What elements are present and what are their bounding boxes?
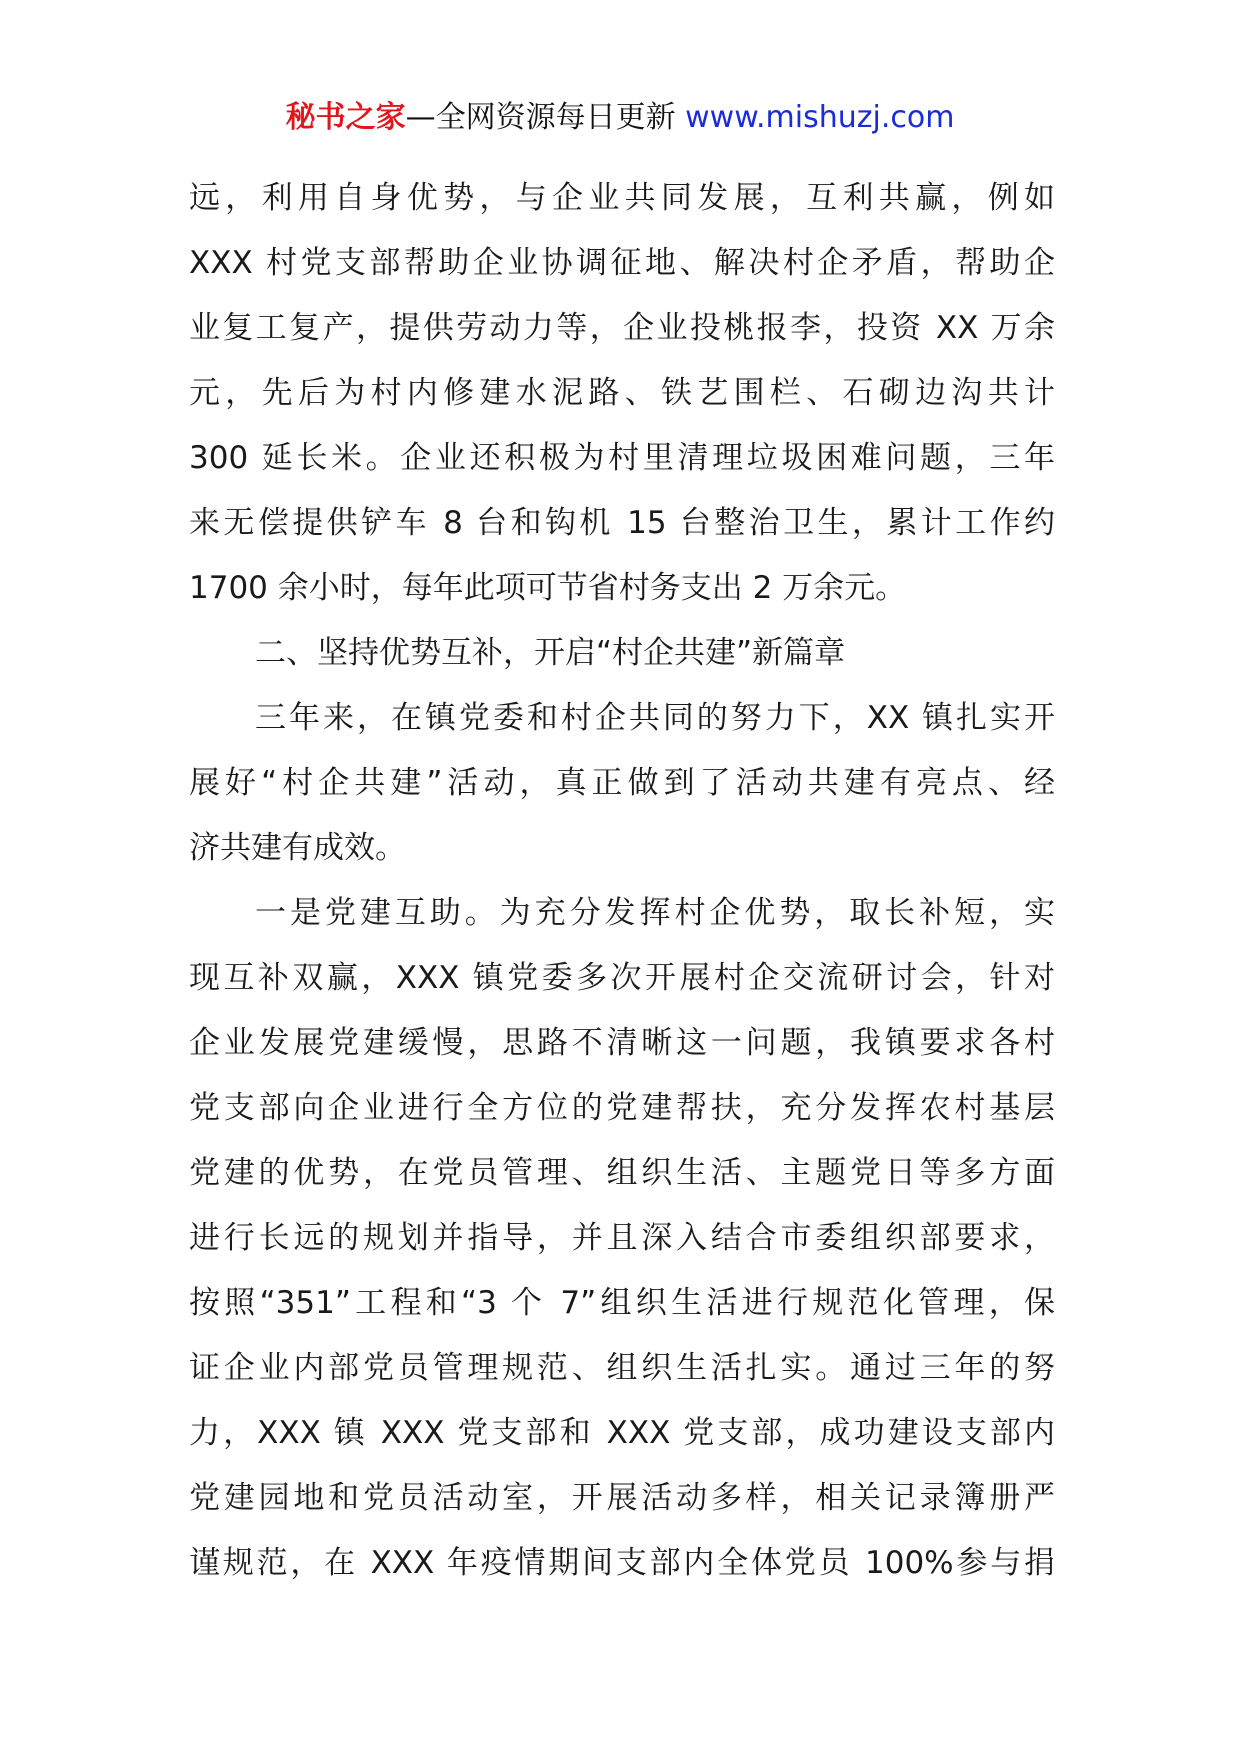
body-line: 企业发展党建缓慢，思路不清晰这一问题，我镇要求各村	[189, 1025, 1055, 1061]
body-line: 300 延长米。企业还积极为村里清理垃圾困难问题，三年	[189, 440, 1055, 476]
body-line: 按照“351”工程和“3 个 7”组织生活进行规范化管理，保	[189, 1285, 1055, 1321]
paragraph-first-line: 三年来，在镇党委和村企共同的努力下，XX 镇扎实开	[255, 700, 1055, 736]
site-tagline: —全网资源每日更新	[405, 100, 686, 135]
body-line: 党建的优势，在党员管理、组织生活、主题党日等多方面	[189, 1155, 1055, 1191]
site-brand: 秘书之家	[285, 100, 406, 135]
section-heading: 二、坚持优势互补，开启“村企共建”新篇章	[255, 635, 846, 671]
body-line: 党支部向企业进行全方位的党建帮扶，充分发挥农村基层	[189, 1090, 1055, 1126]
body-line: 力，XXX 镇 XXX 党支部和 XXX 党支部，成功建设支部内	[189, 1415, 1055, 1451]
paragraph-first-line: 一是党建互助。为充分发挥村企优势，取长补短，实	[255, 895, 1055, 931]
body-line: 谨规范，在 XXX 年疫情期间支部内全体党员 100%参与捐	[189, 1545, 1055, 1581]
site-header	[0, 98, 1240, 138]
body-line: 业复工复产，提供劳动力等，企业投桃报李，投资 XX 万余	[189, 310, 1055, 346]
site-url-link[interactable]: www.mishuzj.com	[685, 100, 955, 135]
body-line: 1700 余小时，每年此项可节省村务支出 2 万余元。	[189, 570, 907, 606]
body-line: 进行长远的规划并指导，并且深入结合市委组织部要求，	[189, 1220, 1055, 1256]
body-line: 济共建有成效。	[189, 830, 406, 866]
body-line: 党建园地和党员活动室，开展活动多样，相关记录簿册严	[189, 1480, 1055, 1516]
body-line: 来无偿提供铲车 8 台和钩机 15 台整治卫生，累计工作约	[189, 505, 1055, 541]
document-body	[189, 166, 1055, 1596]
body-line: 证企业内部党员管理规范、组织生活扎实。通过三年的努	[189, 1350, 1055, 1386]
body-line: XXX 村党支部帮助企业协调征地、解决村企矛盾，帮助企	[189, 245, 1055, 281]
body-line: 元，先后为村内修建水泥路、铁艺围栏、石砌边沟共计	[189, 375, 1055, 411]
body-line: 现互补双赢，XXX 镇党委多次开展村企交流研讨会，针对	[189, 960, 1055, 996]
body-line: 远，利用自身优势，与企业共同发展，互利共赢，例如	[189, 180, 1055, 216]
body-line: 展好“村企共建”活动，真正做到了活动共建有亮点、经	[189, 765, 1055, 801]
